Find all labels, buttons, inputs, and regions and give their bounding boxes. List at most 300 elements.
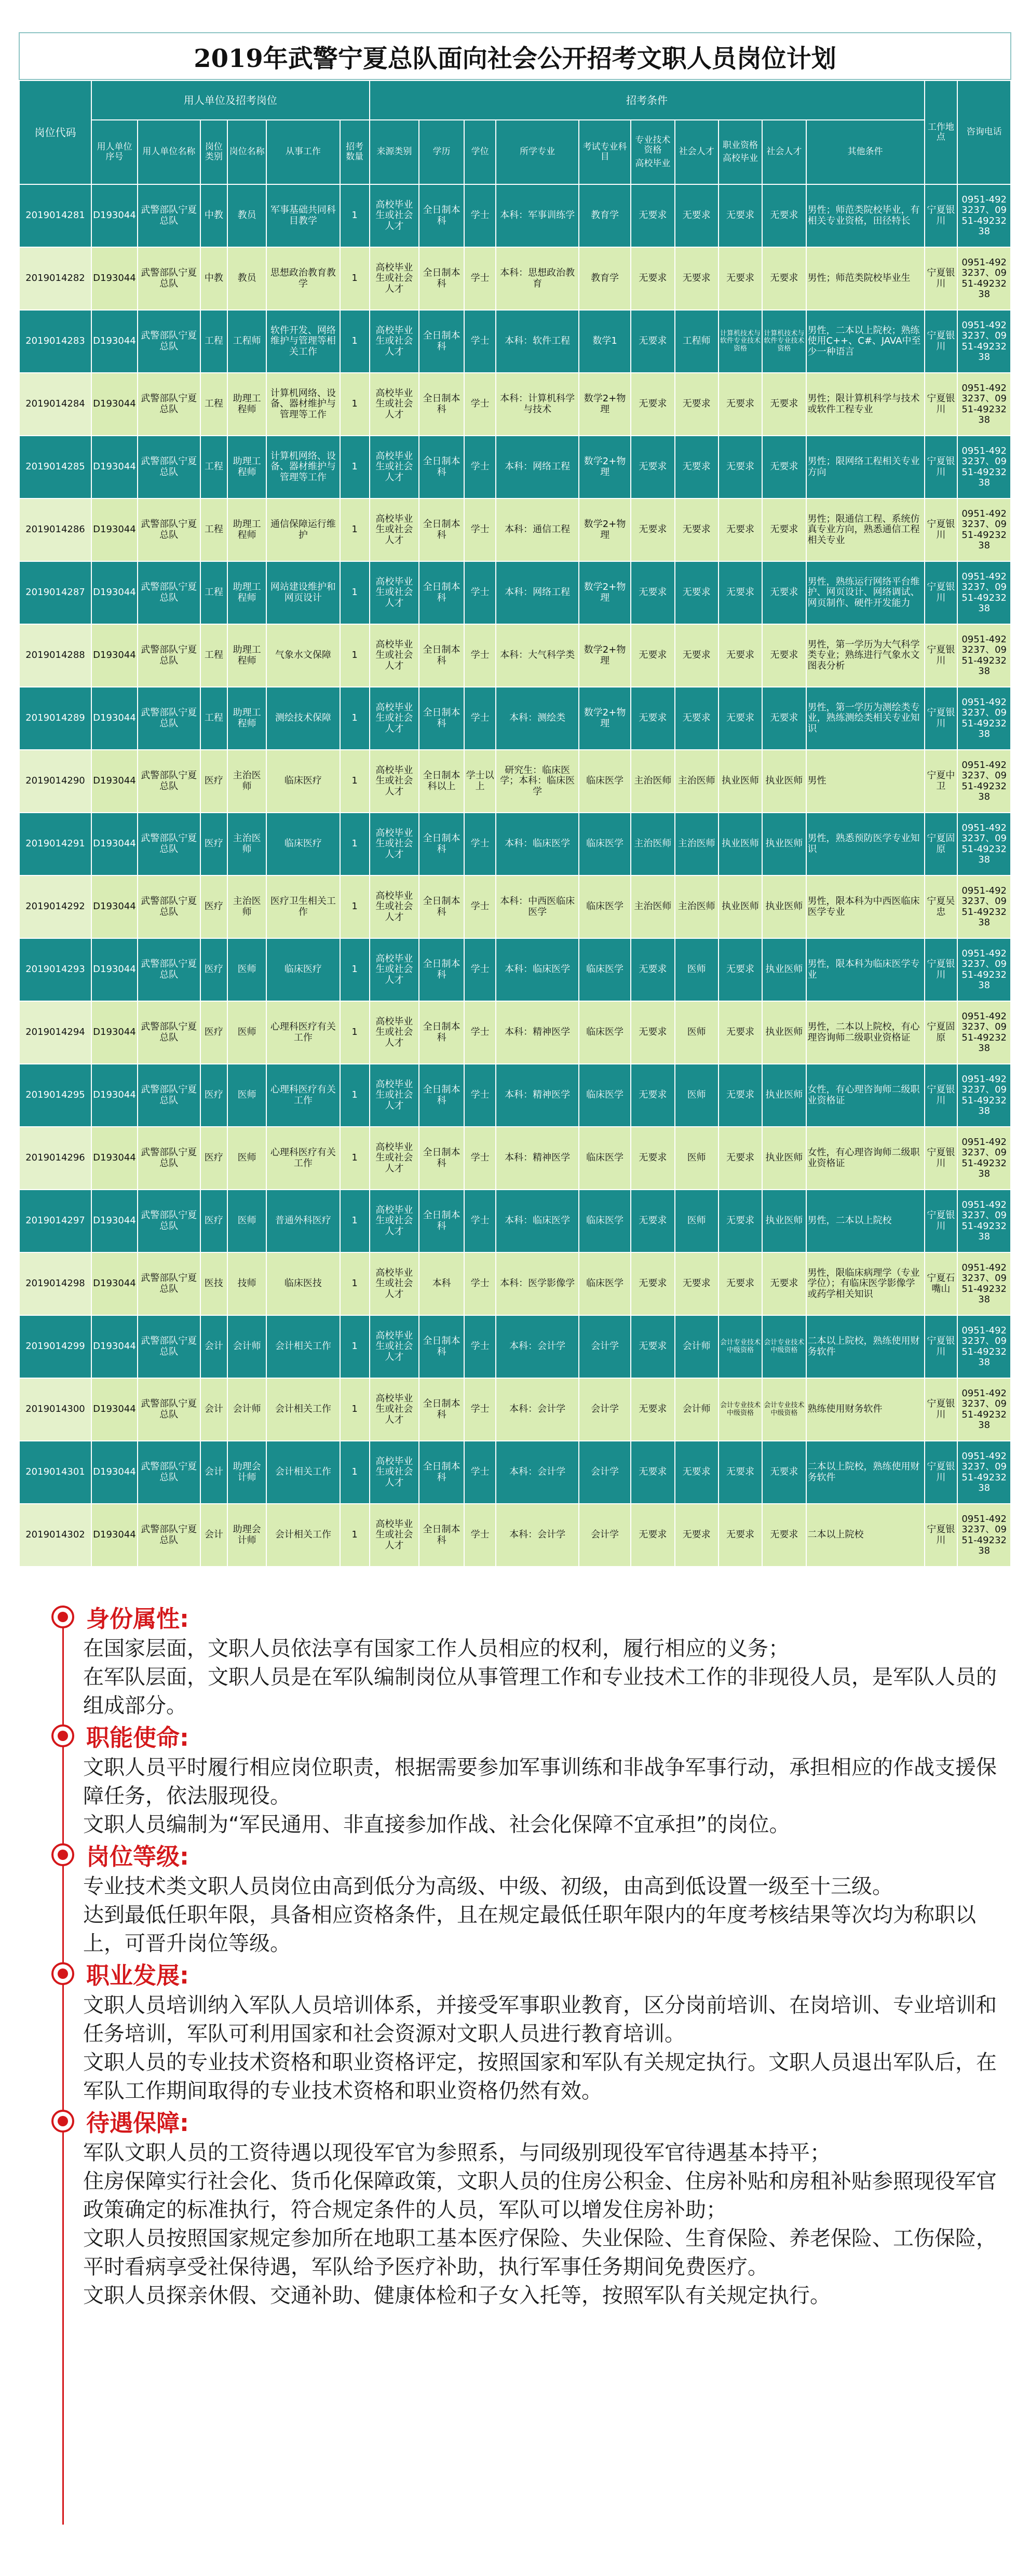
cell-education: 全日制本科 [419,624,464,687]
cell-location: 宁夏石嘴山 [925,1252,958,1315]
cell-tech-grad: 无要求 [631,247,674,310]
cell-education: 全日制本科 [419,687,464,750]
cell-degree: 学士 [464,1252,496,1315]
cell-tech-social: 主治医师 [675,875,719,938]
header-source: 来源类别 [370,120,419,184]
cell-education: 全日制本科 [419,813,464,875]
table-row [19,1504,1011,1567]
cell-count: 1 [340,1252,370,1315]
cell-work: 会计相关工作 [266,1315,340,1378]
info-section [37,1841,1013,1958]
cell-unit-name: 武警部队宁夏总队 [138,1504,200,1567]
cell-tech-grad: 无要求 [631,1378,674,1441]
cell-code: 2019014281 [19,184,91,247]
cell-source: 高校毕业生或社会人才 [370,624,419,687]
table-row [19,1378,1011,1441]
cell-tech-social: 会计师 [675,1378,719,1441]
table-row [19,624,1011,687]
cell-degree: 学士 [464,938,496,1001]
cell-location: 宁夏银川 [925,624,958,687]
cell-education: 全日制本科 [419,1315,464,1378]
info-section-header [83,1603,1013,1635]
cell-work: 临床医疗 [266,750,340,813]
cell-count: 1 [340,498,370,561]
cell-location: 宁夏中卫 [925,750,958,813]
cell-tech-grad: 无要求 [631,1252,674,1315]
cell-unit-code: D193044 [91,750,138,813]
table-row [19,310,1011,373]
cell-count: 1 [340,1127,370,1190]
cell-post-name: 教员 [227,184,266,247]
cell-exam: 数学2+物理 [579,624,631,687]
cell-degree: 学士 [464,184,496,247]
cell-code: 2019014292 [19,875,91,938]
cell-education: 全日制本科 [419,1064,464,1127]
cell-job-social: 执业医师 [762,813,806,875]
cell-major: 本科：临床医学 [496,1190,579,1252]
cell-post-category: 工程 [200,498,227,561]
cell-other: 男性；师范类院校毕业生 [806,247,925,310]
cell-job-grad: 无要求 [719,687,762,750]
cell-work: 会计相关工作 [266,1441,340,1504]
cell-job-grad: 无要求 [719,1441,762,1504]
cell-other: 二本以上院校，熟练使用财务软件 [806,1441,925,1504]
info-section [37,1722,1013,1839]
cell-unit-name: 武警部队宁夏总队 [138,1190,200,1252]
cell-unit-code: D193044 [91,373,138,436]
cell-code: 2019014290 [19,750,91,813]
cell-code: 2019014296 [19,1127,91,1190]
header-job-social: 社会人才 [762,120,806,184]
cell-location: 宁夏银川 [925,1064,958,1127]
cell-other: 男性，熟悉预防医学专业知识 [806,813,925,875]
cell-unit-code: D193044 [91,1190,138,1252]
cell-post-name: 助理工程师 [227,436,266,498]
cell-post-name: 助理会计师 [227,1441,266,1504]
cell-code: 2019014282 [19,247,91,310]
cell-unit-code: D193044 [91,1315,138,1378]
cell-job-grad: 执业医师 [719,813,762,875]
cell-degree: 学士 [464,1064,496,1127]
cell-work: 临床医技 [266,1252,340,1315]
header-degree: 学位 [464,120,496,184]
cell-tech-grad: 主治医师 [631,875,674,938]
cell-degree: 学士 [464,875,496,938]
cell-major: 本科：会计学 [496,1315,579,1378]
cell-tech-grad: 无要求 [631,938,674,1001]
cell-job-social: 无要求 [762,624,806,687]
cell-unit-name: 武警部队宁夏总队 [138,436,200,498]
cell-post-name: 助理工程师 [227,498,266,561]
cell-location: 宁夏银川 [925,1315,958,1378]
page-title: 2019年武警宁夏总队面向社会公开招考文职人员岗位计划 [19,32,1011,80]
cell-count: 1 [340,1378,370,1441]
cell-post-name: 医师 [227,938,266,1001]
cell-unit-code: D193044 [91,310,138,373]
header-other: 其他条件 [806,120,925,184]
table-row [19,561,1011,624]
cell-phone: 0951-4923237、0951-4923238 [957,1252,1011,1315]
table-row [19,1441,1011,1504]
cell-unit-name: 武警部队宁夏总队 [138,1315,200,1378]
cell-tech-grad: 无要求 [631,498,674,561]
cell-job-social: 无要求 [762,561,806,624]
cell-job-social: 无要求 [762,184,806,247]
cell-phone: 0951-4923237、0951-4923238 [957,247,1011,310]
table-row [19,938,1011,1001]
cell-location: 宁夏银川 [925,1441,958,1504]
cell-work: 心理科医疗有关工作 [266,1001,340,1064]
cell-unit-name: 武警部队宁夏总队 [138,813,200,875]
cell-tech-social: 会计师 [675,1315,719,1378]
cell-location: 宁夏银川 [925,1504,958,1567]
cell-education: 本科 [419,1252,464,1315]
cell-tech-grad: 无要求 [631,561,674,624]
cell-tech-grad: 无要求 [631,1504,674,1567]
cell-location: 宁夏银川 [925,1127,958,1190]
cell-phone: 0951-4923237、0951-4923238 [957,310,1011,373]
header-exam: 考试专业科目 [579,120,631,184]
header-unit-code: 用人单位序号 [91,120,138,184]
header-group-conditions: 招考条件 [370,80,925,120]
cell-education: 全日制本科 [419,875,464,938]
section-marker-icon [51,2110,74,2133]
cell-location: 宁夏吴忠 [925,875,958,938]
cell-unit-code: D193044 [91,1252,138,1315]
cell-other: 男性；限通信工程、系统仿真专业方向，熟悉通信工程相关专业 [806,498,925,561]
cell-other: 男性；师范类院校毕业，有相关专业资格，田径特长 [806,184,925,247]
cell-tech-social: 医师 [675,938,719,1001]
cell-source: 高校毕业生或社会人才 [370,561,419,624]
cell-job-social: 无要求 [762,436,806,498]
cell-count: 1 [340,1190,370,1252]
info-paragraph: 在军队层面，文职人员是在军队编制岗位从事管理工作和专业技术工作的非现役人员，是军队人员的组成部分。 [83,1665,997,1718]
cell-other: 男性，限本科为临床医学专业 [806,938,925,1001]
info-section [37,1960,1013,2106]
cell-count: 1 [340,373,370,436]
cell-unit-code: D193044 [91,247,138,310]
header-job-grad: 高校毕业 [723,153,758,164]
cell-source: 高校毕业生或社会人才 [370,1252,419,1315]
cell-job-social: 执业医师 [762,1127,806,1190]
cell-education: 全日制本科以上 [419,750,464,813]
cell-job-social: 计算机技术与软件专业技术资格 [762,310,806,373]
cell-location: 宁夏银川 [925,938,958,1001]
cell-unit-name: 武警部队宁夏总队 [138,561,200,624]
cell-job-social: 无要求 [762,373,806,436]
cell-tech-social: 医师 [675,1127,719,1190]
cell-exam: 临床医学 [579,875,631,938]
cell-job-grad: 无要求 [719,1064,762,1127]
cell-unit-name: 武警部队宁夏总队 [138,1441,200,1504]
cell-job-grad: 执业医师 [719,750,762,813]
cell-count: 1 [340,436,370,498]
cell-major: 本科：思想政治教育 [496,247,579,310]
cell-degree: 学士 [464,373,496,436]
cell-phone: 0951-4923237、0951-4923238 [957,1504,1011,1567]
cell-code: 2019014295 [19,1064,91,1127]
cell-post-name: 工程师 [227,310,266,373]
cell-post-category: 医疗 [200,750,227,813]
cell-degree: 学士 [464,687,496,750]
cell-post-category: 工程 [200,310,227,373]
cell-post-category: 会计 [200,1441,227,1504]
header-job-qual [719,120,762,184]
cell-tech-grad: 主治医师 [631,813,674,875]
cell-post-name: 助理工程师 [227,687,266,750]
cell-tech-grad: 无要求 [631,1127,674,1190]
cell-post-name: 医师 [227,1127,266,1190]
section-marker-icon [51,1843,74,1866]
cell-job-social: 执业医师 [762,1064,806,1127]
cell-other: 女性，有心理咨询师二级职业资格证 [806,1064,925,1127]
cell-major: 本科：网络工程 [496,561,579,624]
cell-major: 本科：中西医临床医学 [496,875,579,938]
header-education: 学历 [419,120,464,184]
cell-phone: 0951-4923237、0951-4923238 [957,184,1011,247]
info-section-title: 职业发展: [86,1962,189,1989]
cell-count: 1 [340,687,370,750]
info-paragraph: 文职人员的专业技术资格和职业资格评定，按照国家和军队有关规定执行。文职人员退出军队后，在军队工作期间取得的专业技术资格和职业资格仍然有效。 [83,2051,997,2103]
cell-job-grad: 无要求 [719,938,762,1001]
cell-exam: 临床医学 [579,813,631,875]
header-code: 岗位代码 [19,80,91,184]
cell-count: 1 [340,561,370,624]
cell-work: 气象水文保障 [266,624,340,687]
info-paragraph: 军队文职人员的工资待遇以现役军官为参照系，与同级别现役军官待遇基本持平； [83,2141,831,2165]
info-section-header [83,1841,1013,1872]
cell-unit-code: D193044 [91,1127,138,1190]
cell-work: 软件开发、网络维护与管理等相关工作 [266,310,340,373]
cell-unit-code: D193044 [91,1504,138,1567]
cell-exam: 会计学 [579,1504,631,1567]
info-paragraph: 文职人员按照国家规定参加所在地职工基本医疗保险、失业保险、生育保险、养老保险、工伤保险，平时看病享受社保待遇，军队给予医疗补助，执行军事任务期间免费医疗。 [83,2227,997,2279]
cell-job-social: 执业医师 [762,1001,806,1064]
info-paragraph: 专业技术类文职人员岗位由高到低分为高级、中级、初级，由高到低设置一级至十三级。 [83,1874,893,1898]
info-section-title: 身份属性: [86,1605,189,1633]
cell-tech-social: 无要求 [675,1252,719,1315]
cell-exam: 数学2+物理 [579,687,631,750]
info-paragraph: 文职人员培训纳入军队人员培训体系，并接受军事职业教育，区分岗前培训、在岗培训、专业培训和任务培训，军队可利用国家和社会资源对文职人员进行教育培训。 [83,1993,997,2046]
cell-job-grad: 执业医师 [719,875,762,938]
cell-tech-social: 医师 [675,1001,719,1064]
cell-unit-name: 武警部队宁夏总队 [138,1378,200,1441]
cell-education: 全日制本科 [419,1441,464,1504]
cell-major: 本科：计算机科学与技术 [496,373,579,436]
cell-education: 全日制本科 [419,561,464,624]
cell-tech-social: 无要求 [675,184,719,247]
cell-location: 宁夏银川 [925,687,958,750]
cell-post-name: 医师 [227,1001,266,1064]
cell-job-social: 会计专业技术中级资格 [762,1315,806,1378]
cell-source: 高校毕业生或社会人才 [370,1127,419,1190]
cell-exam: 临床医学 [579,1252,631,1315]
cell-tech-grad: 无要求 [631,310,674,373]
cell-source: 高校毕业生或社会人才 [370,184,419,247]
cell-education: 全日制本科 [419,1001,464,1064]
cell-post-category: 医疗 [200,1001,227,1064]
cell-job-social: 执业医师 [762,875,806,938]
table-body [19,184,1011,1567]
cell-unit-name: 武警部队宁夏总队 [138,624,200,687]
cell-post-name: 会计师 [227,1315,266,1378]
cell-phone: 0951-4923237、0951-4923238 [957,750,1011,813]
cell-code: 2019014283 [19,310,91,373]
cell-tech-social: 无要求 [675,624,719,687]
table-row [19,1001,1011,1064]
cell-job-grad: 无要求 [719,436,762,498]
cell-job-grad: 无要求 [719,1127,762,1190]
cell-unit-code: D193044 [91,1378,138,1441]
cell-unit-name: 武警部队宁夏总队 [138,310,200,373]
table-row [19,1315,1011,1378]
cell-code: 2019014287 [19,561,91,624]
recruitment-table [19,80,1011,1567]
cell-job-social: 无要求 [762,687,806,750]
header-location: 工作地点 [925,80,958,184]
header-post-name: 岗位名称 [227,120,266,184]
cell-post-category: 会计 [200,1378,227,1441]
cell-code: 2019014300 [19,1378,91,1441]
cell-unit-code: D193044 [91,498,138,561]
cell-exam: 数学1 [579,310,631,373]
cell-major: 本科：精神医学 [496,1064,579,1127]
cell-phone: 0951-4923237、0951-4923238 [957,1001,1011,1064]
cell-location: 宁夏银川 [925,1190,958,1252]
cell-unit-code: D193044 [91,624,138,687]
cell-education: 全日制本科 [419,1127,464,1190]
cell-work: 会计相关工作 [266,1504,340,1567]
cell-post-category: 工程 [200,373,227,436]
cell-other: 女性，有心理咨询师二级职业资格证 [806,1127,925,1190]
cell-unit-name: 武警部队宁夏总队 [138,1127,200,1190]
cell-major: 本科：网络工程 [496,436,579,498]
cell-post-category: 医疗 [200,1127,227,1190]
cell-job-grad: 无要求 [719,1504,762,1567]
cell-source: 高校毕业生或社会人才 [370,310,419,373]
header-tech-social: 社会人才 [675,120,719,184]
cell-education: 全日制本科 [419,247,464,310]
cell-work: 测绘技术保障 [266,687,340,750]
cell-job-grad: 无要求 [719,561,762,624]
cell-other: 男性，二本以上院校；熟练使用C++、C#、JAVA中至少一种语言 [806,310,925,373]
cell-education: 全日制本科 [419,1504,464,1567]
cell-job-social: 执业医师 [762,750,806,813]
cell-other: 男性，限本科为中西医临床医学专业 [806,875,925,938]
cell-count: 1 [340,1504,370,1567]
cell-degree: 学士 [464,813,496,875]
cell-count: 1 [340,1315,370,1378]
table-row [19,498,1011,561]
cell-unit-code: D193044 [91,561,138,624]
cell-source: 高校毕业生或社会人才 [370,813,419,875]
cell-exam: 数学2+物理 [579,373,631,436]
cell-tech-social: 无要求 [675,373,719,436]
cell-job-social: 会计专业技术中级资格 [762,1378,806,1441]
cell-other: 二本以上院校 [806,1504,925,1567]
cell-education: 全日制本科 [419,1378,464,1441]
header-phone: 咨询电话 [957,80,1011,184]
cell-exam: 会计学 [579,1378,631,1441]
cell-degree: 学士 [464,624,496,687]
cell-job-grad: 无要求 [719,1252,762,1315]
info-section-title: 岗位等级: [86,1843,189,1870]
info-paragraph: 文职人员平时履行相应岗位职责，根据需要参加军事训练和非战争军事行动，承担相应的作战支援保障任务，依法服现役。 [83,1756,997,1808]
cell-degree: 学士 [464,1127,496,1190]
cell-degree: 学士以上 [464,750,496,813]
cell-source: 高校毕业生或社会人才 [370,498,419,561]
cell-other: 熟练使用财务软件 [806,1378,925,1441]
cell-job-social: 无要求 [762,498,806,561]
cell-post-name: 主治医师 [227,875,266,938]
cell-post-name: 医师 [227,1190,266,1252]
cell-exam: 临床医学 [579,1001,631,1064]
cell-degree: 学士 [464,436,496,498]
cell-source: 高校毕业生或社会人才 [370,1441,419,1504]
cell-degree: 学士 [464,310,496,373]
cell-source: 高校毕业生或社会人才 [370,750,419,813]
cell-code: 2019014289 [19,687,91,750]
cell-post-name: 主治医师 [227,750,266,813]
cell-source: 高校毕业生或社会人才 [370,373,419,436]
cell-job-social: 无要求 [762,1441,806,1504]
table-row [19,373,1011,436]
table-row [19,750,1011,813]
cell-major: 本科：精神医学 [496,1001,579,1064]
cell-phone: 0951-4923237、0951-4923238 [957,1378,1011,1441]
table-row [19,247,1011,310]
cell-tech-grad: 无要求 [631,1315,674,1378]
cell-degree: 学士 [464,561,496,624]
cell-source: 高校毕业生或社会人才 [370,687,419,750]
cell-major: 本科：大气科学类 [496,624,579,687]
cell-phone: 0951-4923237、0951-4923238 [957,1127,1011,1190]
cell-phone: 0951-4923237、0951-4923238 [957,436,1011,498]
cell-degree: 学士 [464,1315,496,1378]
cell-other: 男性 [806,750,925,813]
cell-tech-grad: 无要求 [631,1064,674,1127]
cell-code: 2019014284 [19,373,91,436]
cell-count: 1 [340,1064,370,1127]
cell-work: 临床医疗 [266,938,340,1001]
cell-degree: 学士 [464,1441,496,1504]
cell-job-social: 无要求 [762,1504,806,1567]
table-row [19,1127,1011,1190]
cell-tech-social: 无要求 [675,247,719,310]
cell-exam: 临床医学 [579,1190,631,1252]
cell-job-grad: 无要求 [719,184,762,247]
cell-phone: 0951-4923237、0951-4923238 [957,1441,1011,1504]
cell-code: 2019014291 [19,813,91,875]
cell-phone: 0951-4923237、0951-4923238 [957,498,1011,561]
cell-tech-social: 无要求 [675,1504,719,1567]
cell-tech-social: 无要求 [675,436,719,498]
info-section-title: 职能使命: [86,1724,189,1751]
info-section-title: 待遇保障: [86,2109,189,2137]
cell-tech-social: 无要求 [675,561,719,624]
table-row [19,1064,1011,1127]
info-paragraph: 文职人员探亲休假、交通补助、健康体检和子女入托等，按照军队有关规定执行。 [83,2284,831,2308]
cell-code: 2019014301 [19,1441,91,1504]
cell-unit-code: D193044 [91,875,138,938]
cell-unit-name: 武警部队宁夏总队 [138,184,200,247]
cell-post-name: 助理工程师 [227,373,266,436]
cell-post-category: 会计 [200,1504,227,1567]
cell-code: 2019014293 [19,938,91,1001]
cell-education: 全日制本科 [419,436,464,498]
info-paragraph: 达到最低任职年限，具备相应资格条件，且在规定最低任职年限内的年度考核结果等次均为称职以上，可晋升岗位等级。 [83,1903,976,1955]
cell-code: 2019014298 [19,1252,91,1315]
